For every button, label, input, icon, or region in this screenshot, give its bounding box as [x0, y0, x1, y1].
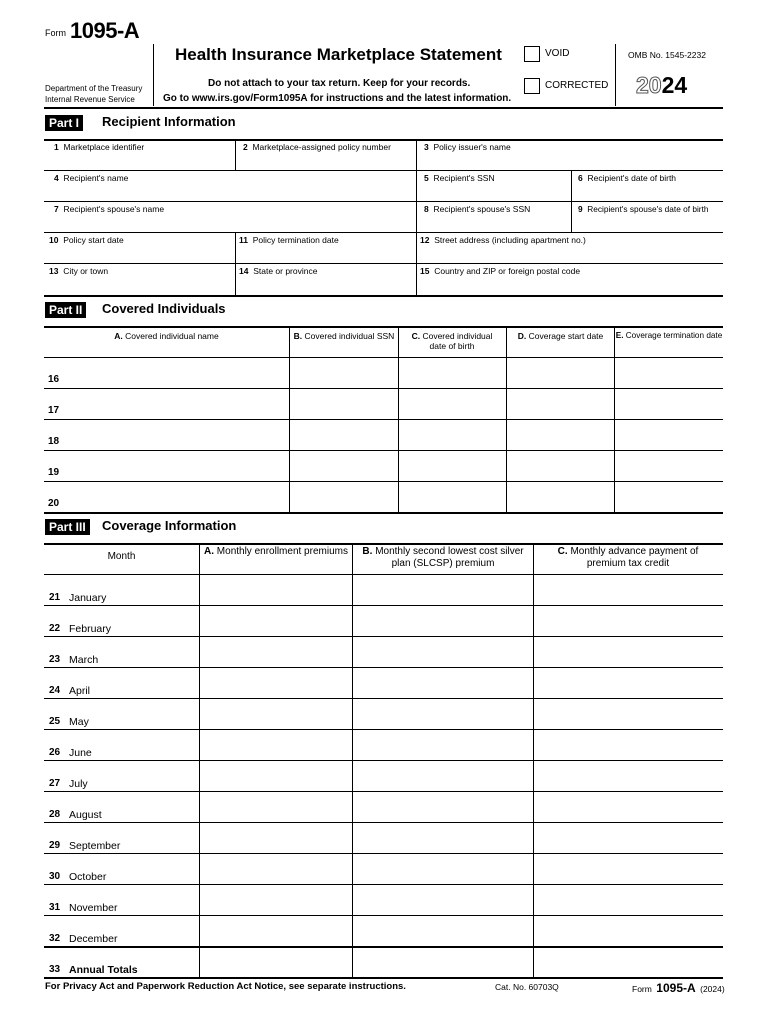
- field-recipient-name: 4 Recipient's name: [54, 173, 129, 183]
- month-label: January: [69, 592, 107, 604]
- field-marketplace-identifier: 1 Marketplace identifier: [54, 142, 145, 152]
- col-covered-name: A. Covered individual name: [114, 331, 219, 341]
- field-policy-issuer: 3 Policy issuer's name: [424, 142, 511, 152]
- col-covered-ssn: B. Covered individual SSN: [293, 331, 395, 341]
- input-spouse-ssn[interactable]: [418, 215, 570, 231]
- part2-tag: Part II: [45, 302, 86, 318]
- annual-totals-label: Annual Totals: [69, 964, 138, 976]
- month-label: May: [69, 716, 89, 728]
- tax-year: [636, 72, 687, 99]
- month-label: April: [69, 685, 91, 697]
- form-word: Form: [45, 28, 66, 38]
- field-country-zip: 15 Country and ZIP or foreign postal code: [420, 266, 581, 276]
- input-policy-number[interactable]: [237, 153, 415, 169]
- form-number: 1095-A: [70, 18, 140, 43]
- month-label: October: [69, 871, 107, 883]
- row-number: 25: [49, 716, 61, 727]
- part1-title: Recipient Information: [102, 114, 236, 129]
- row-number-18: 18: [48, 436, 60, 447]
- col-month: Month: [107, 551, 136, 562]
- input-policy-start[interactable]: [45, 246, 234, 262]
- input-city[interactable]: [45, 277, 234, 294]
- form-title: Health Insurance Marketplace Statement: [175, 45, 502, 64]
- row-number: 27: [49, 778, 61, 789]
- col-enrollment-premiums: A. Monthly enrollment premiums: [204, 546, 348, 557]
- field-state: 14 State or province: [239, 266, 318, 276]
- instruction-line-1: Do not attach to your tax return. Keep for your records.: [208, 78, 471, 89]
- irs-name: Internal Revenue Service: [45, 95, 135, 104]
- col-covered-dob: C. Covered individual date of birth: [411, 331, 493, 351]
- input-marketplace-identifier[interactable]: [45, 153, 234, 169]
- row-number: 29: [49, 840, 61, 851]
- field-spouse-ssn: 8 Recipient's spouse's SSN: [424, 204, 531, 214]
- input-recipient-dob[interactable]: [573, 184, 722, 200]
- row-number: 30: [49, 871, 61, 882]
- month-label: June: [69, 747, 92, 759]
- void-checkbox[interactable]: [524, 46, 540, 62]
- field-policy-termination: 11 Policy termination date: [239, 235, 339, 245]
- row-number: 31: [49, 902, 61, 913]
- month-label: August: [69, 809, 102, 821]
- input-street-address[interactable]: [418, 246, 722, 262]
- row-number-17: 17: [48, 405, 60, 416]
- corrected-checkbox[interactable]: [524, 78, 540, 94]
- row-number: 24: [49, 685, 61, 696]
- month-label: February: [69, 623, 112, 635]
- covered-row-16[interactable]: [64, 358, 722, 387]
- month-label: November: [69, 902, 118, 914]
- month-label: December: [69, 933, 118, 945]
- input-state[interactable]: [237, 277, 415, 294]
- part3-title: Coverage Information: [102, 518, 237, 533]
- privacy-notice: For Privacy Act and Paperwork Reduction Act Notice, see separate instructions.: [45, 981, 406, 992]
- row-number: 32: [49, 933, 61, 944]
- footer-form-id: [632, 979, 725, 997]
- corrected-label: CORRECTED: [545, 80, 609, 91]
- input-spouse-name[interactable]: [45, 215, 415, 231]
- col-slcsp-premium: B. Monthly second lowest cost silver plan (SLCSP) premium: [362, 546, 524, 569]
- col-advance-ptc: C. Monthly advance payment of premium tax credit: [557, 546, 699, 569]
- tax-year-prefix: 20: [636, 72, 662, 98]
- input-policy-termination[interactable]: [237, 246, 415, 262]
- row-number: 22: [49, 623, 61, 634]
- tax-year-suffix: 24: [661, 72, 688, 98]
- row-number-19: 19: [48, 467, 60, 478]
- instruction-line-2: Go to www.irs.gov/Form1095A for instructions and the latest information.: [163, 93, 512, 104]
- row-number: 21: [49, 592, 61, 603]
- field-policy-number: 2 Marketplace-assigned policy number: [243, 142, 391, 152]
- col-coverage-termination: E. Coverage termination date: [615, 331, 723, 340]
- month-label: July: [69, 778, 88, 790]
- covered-row-17[interactable]: [64, 389, 722, 418]
- row-number-20: 20: [48, 498, 60, 509]
- part2-title: Covered Individuals: [102, 301, 226, 316]
- footer-form-word: Form: [632, 984, 652, 994]
- row-number: 28: [49, 809, 61, 820]
- field-street-address: 12 Street address (including apartment no.): [420, 235, 586, 245]
- part1-tag: Part I: [45, 115, 83, 131]
- catalog-number: Cat. No. 60703Q: [495, 982, 559, 992]
- row-number: 33: [49, 964, 61, 975]
- field-recipient-dob: 6 Recipient's date of birth: [578, 173, 677, 183]
- part3-tag: Part III: [45, 519, 90, 535]
- dept-treasury: Department of the Treasury: [45, 84, 143, 93]
- field-spouse-name: 7 Recipient's spouse's name: [54, 204, 165, 214]
- covered-row-20[interactable]: [64, 482, 722, 511]
- input-recipient-name[interactable]: [45, 184, 415, 200]
- input-policy-issuer[interactable]: [418, 153, 722, 169]
- omb-number: OMB No. 1545-2232: [628, 50, 706, 60]
- input-spouse-dob[interactable]: [573, 215, 722, 231]
- void-label: VOID: [545, 48, 570, 59]
- month-label: March: [69, 654, 99, 666]
- field-spouse-dob: 9 Recipient's spouse's date of birth: [578, 204, 709, 214]
- footer-year: (2024): [700, 984, 725, 994]
- covered-row-19[interactable]: [64, 451, 722, 480]
- field-policy-start: 10 Policy start date: [49, 235, 124, 245]
- field-recipient-ssn: 5 Recipient's SSN: [424, 173, 495, 183]
- month-label: September: [69, 840, 121, 852]
- input-recipient-ssn[interactable]: [418, 184, 570, 200]
- input-country-zip[interactable]: [418, 277, 722, 294]
- footer-form-number: 1095-A: [656, 981, 696, 995]
- row-number-16: 16: [48, 374, 60, 385]
- row-number: 23: [49, 654, 61, 665]
- row-number: 26: [49, 747, 61, 758]
- col-coverage-start: D. Coverage start date: [517, 331, 604, 341]
- field-city: 13 City or town: [49, 266, 109, 276]
- covered-row-18[interactable]: [64, 420, 722, 449]
